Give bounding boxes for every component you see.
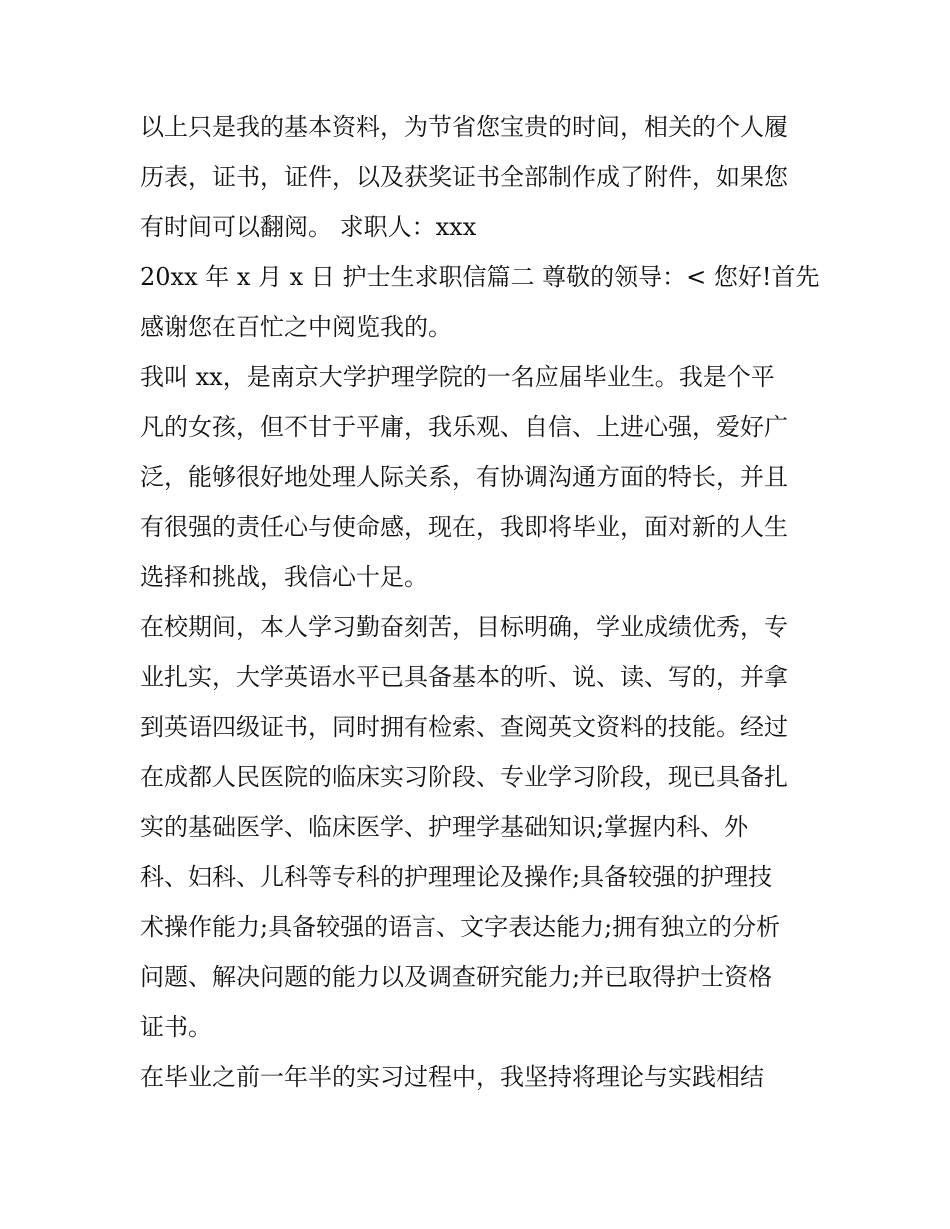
- text-line: 凡的女孩，但不甘于平庸，我乐观、自信、上进心强，爱好广: [140, 413, 788, 441]
- text-line: 到英语四级证书，同时拥有检索、查阅英文资料的技能。经过: [140, 713, 788, 741]
- text-line: 有很强的责任心与使命感，现在，我即将毕业，面对新的人生: [140, 513, 788, 541]
- text-line: 有时间可以翻阅。 求职人：xxx: [140, 213, 477, 241]
- text-line: 我叫 xx，是南京大学护理学院的一名应届毕业生。我是个平: [140, 363, 775, 391]
- text-line: 以上只是我的基本资料，为节省您宝贵的时间，相关的个人履: [140, 113, 788, 141]
- text-line: 感谢您在百忙之中阅览我的。: [140, 313, 452, 341]
- text-line: 问题、解决问题的能力以及调查研究能力;并已取得护士资格: [140, 963, 773, 991]
- text-line: 在校期间，本人学习勤奋刻苦，目标明确，学业成绩优秀，专: [140, 613, 788, 641]
- text-line: 20xx 年 x 月 x 日 护士生求职信篇二 尊敬的领导：< 您好!首先: [140, 263, 820, 291]
- text-line: 业扎实，大学英语水平已具备基本的听、说、读、写的，并拿: [140, 663, 788, 691]
- text-line: 泛，能够很好地处理人际关系，有协调沟通方面的特长，并且: [140, 463, 788, 491]
- text-line: 历表，证书，证件，以及获奖证书全部制作成了附件，如果您: [140, 163, 788, 191]
- text-line: 在成都人民医院的临床实习阶段、专业学习阶段，现已具备扎: [140, 763, 788, 791]
- text-line: 证书。: [140, 1013, 212, 1041]
- text-line: 实的基础医学、临床医学、护理学基础知识;掌握内科、外: [140, 813, 749, 841]
- text-line: 术操作能力;具备较强的语言、文字表达能力;拥有独立的分析: [140, 913, 781, 941]
- text-line: 选择和挑战，我信心十足。: [140, 563, 428, 591]
- body-text: [140, 102, 830, 1102]
- text-line: 科、妇科、儿科等专科的护理理论及操作;具备较强的护理技: [140, 863, 773, 891]
- text-line: 在毕业之前一年半的实习过程中，我坚持将理论与实践相结: [140, 1063, 764, 1091]
